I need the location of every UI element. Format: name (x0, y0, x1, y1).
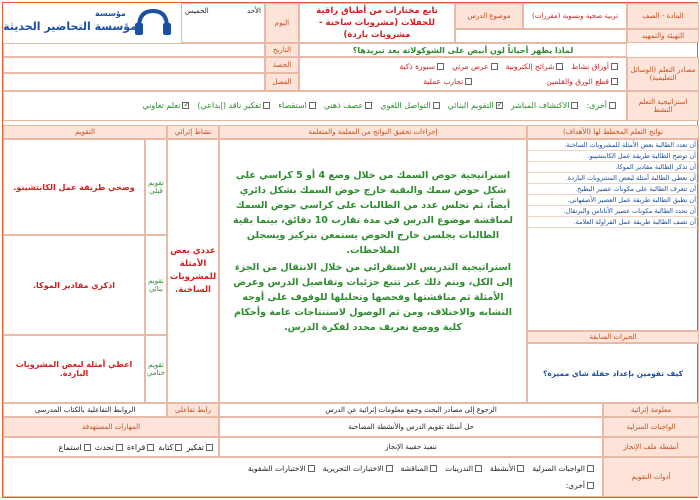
objective-item: أن تتعرف الطالبة على مكونات عصير البطيخ. (528, 184, 698, 195)
period-label: الحصة (265, 57, 299, 73)
checkbox-icon[interactable] (433, 102, 440, 109)
tool-item: الواجبات المنزلية (532, 464, 594, 473)
headset-logo-icon (133, 7, 173, 37)
strategy-item: عصف ذهني (324, 101, 372, 110)
skill-item: قراءة (127, 443, 154, 452)
period-value (3, 57, 265, 73)
procedures-box (219, 139, 527, 403)
checkbox-icon[interactable] (475, 465, 482, 472)
intro-label: التهيئة والتمهيد (627, 29, 699, 43)
enrich-text: الرجوع إلى مصادر البحث وجمع معلومات إثرائية عن الدرس (219, 403, 603, 417)
activity-header: نشاط إثرائي (167, 125, 219, 139)
portfolio-text: تنفيذ حقيبة الإنجاز (219, 437, 603, 457)
tools-label: أدوات التقويم (603, 457, 699, 497)
resource-item: شرائح إلكترونية (506, 62, 564, 71)
strategy-item: التواصل اللغوي (380, 101, 439, 110)
checkbox-icon[interactable] (587, 482, 594, 489)
objectives-header: نواتج التعلم المخطط لها (الأهداف) (527, 125, 699, 139)
strategy-item: تفكير ناقد (إبداعي) (197, 101, 270, 110)
homework-text: حل أسئلة تقويم الدرس والأنشطة المصاحبة (219, 417, 603, 437)
objectives-list (527, 139, 699, 331)
objective-item: أن تصف الطالبة طريقة عمل الفراولة العلامة. (528, 217, 698, 228)
enrich-label: معلومة إثرائية (603, 403, 699, 417)
checkbox-icon[interactable] (587, 465, 594, 472)
links-text: الروابط التفاعلية بالكتاب المدرسي (3, 403, 167, 417)
checkbox-icon[interactable] (175, 444, 182, 451)
links-label: رابط تفاعلي (167, 403, 219, 417)
checkbox-icon[interactable] (84, 444, 91, 451)
day-item: الخميس (185, 7, 209, 15)
tool-item: الأنشطة (490, 464, 524, 473)
resource-item: قطع الورق والقلمين (546, 77, 618, 86)
resource-item: عرض مرئي (452, 62, 498, 71)
objective-item: أن تعدد الطالبة بعض الأمثلة للمشروبات الساخنة. (528, 140, 698, 151)
procedure-fishbowl: استراتيجية حوض السمك من خلال وضع 4 أو 5 كراسي على شكل حوض سمك والبقية خارج حوض السمك بشكل دائري أيضاً، ثم تجلس عدد من الطالبات على كراسي حوض السمك لمناقشة موضوع الدرس في مدة تقارب 10 دقائق، بينما بقية الطالبات يجلسن خارج الحوض يستمعن بتركيز ويسجلن الملاحظات. (233, 170, 513, 256)
objective-item: أن تطبق الطالبة طريقة عمل العصير الأصفهاني. (528, 195, 698, 206)
checkbox-icon[interactable] (365, 102, 372, 109)
prior-question: كيف تقومين بإعداد حفلة شاي مميزة؟ (527, 343, 699, 403)
lesson-plan-sheet (2, 2, 698, 498)
strategy-item: الاكتشاف المباشر (511, 101, 579, 110)
assessment-q3: اعطي أمثلة لبعض المشروبات الباردة. (3, 335, 145, 403)
strategy-item: أخرى: (586, 101, 616, 110)
resource-item: سبورة ذكية (400, 62, 445, 71)
lesson-title: تابع مختارات من أطباق راقية للحفلات (مشروبات ساخنة - مشروبات باردة) (299, 3, 455, 43)
checkbox-icon[interactable] (263, 102, 270, 109)
class-value (3, 73, 265, 91)
skill-item: تفكير (186, 443, 213, 452)
objective-item: أن تذكر الطالبة مقادير الموكا. (528, 162, 698, 173)
checkbox-icon[interactable] (147, 444, 154, 451)
checkbox-icon[interactable] (206, 444, 213, 451)
activity-text: عددي بعض الأمثلة للمشروبات الساخنة. (167, 139, 219, 403)
checkbox-icon[interactable] (437, 63, 444, 70)
checkbox-icon[interactable] (116, 444, 123, 451)
tool-item: المناقشة (401, 464, 438, 473)
tool-item: الاختبارات الشفوية (248, 464, 315, 473)
strategy-item: ✓ التقويم البنائي (448, 101, 503, 110)
checkbox-icon[interactable] (465, 78, 472, 85)
checkbox-icon[interactable] (571, 102, 578, 109)
days-table (181, 3, 265, 43)
logo-top-line: مؤسسة (95, 9, 126, 18)
date-label: التاريخ (265, 43, 299, 57)
tool-item: أخرى: (566, 481, 594, 490)
assessment-q3-label: تقويم ختامي (145, 335, 167, 403)
intro-spacer (455, 29, 627, 43)
skills-label: المهارات المستهدفة (3, 417, 219, 437)
strategies-label: استراتيجية التعلم النشط (627, 91, 699, 121)
strategy-item: ✓ تعلم تعاوني (143, 101, 190, 110)
intro-question: لماذا يظهر أحياناً لون أبيض على الشوكولاتة بعد تبريدها؟ (299, 43, 627, 57)
prior-label: الخبرات السابقة (527, 331, 699, 343)
assessment-q2: اذكري مقادير الموكا. (3, 235, 145, 335)
checkbox-icon[interactable] (611, 78, 618, 85)
skills-box (3, 437, 219, 457)
tools-box (3, 457, 603, 497)
day-item: الأحد (247, 7, 261, 15)
class-label: الفصل (265, 73, 299, 91)
skill-item: استماع (59, 443, 91, 452)
resource-item: أوراق نشاط (571, 62, 618, 71)
checkbox-icon[interactable] (309, 102, 316, 109)
skill-item: كتابة (158, 443, 182, 452)
date-value (3, 43, 265, 57)
assessment-q1-label: تقويم قبلي (145, 139, 167, 235)
logo (3, 3, 181, 43)
objective-item: أن توضح الطالبة طريقة عمل الكابتشينو. (528, 151, 698, 162)
checkbox-icon[interactable] (308, 465, 315, 472)
logo-brand: مؤسسة التحاضير الحديثة (3, 20, 137, 33)
checkbox-checked-icon[interactable] (496, 102, 503, 109)
checkbox-icon[interactable] (491, 63, 498, 70)
tool-item: الاختبارات التحريرية (323, 464, 393, 473)
day-label: اليوم (265, 3, 299, 43)
skill-item: تحدث (95, 443, 123, 452)
checkbox-icon[interactable] (556, 63, 563, 70)
strategies-box (3, 91, 627, 121)
checkbox-icon[interactable] (517, 465, 524, 472)
homework-label: الواجبات المنزلية (603, 417, 699, 437)
objective-item: أن تعطي الطالبة أمثلة لبعض المشروبات الباردة. (528, 173, 698, 184)
lesson-label: موضوع الدرس (455, 3, 523, 29)
checkbox-checked-icon[interactable] (182, 102, 189, 109)
resource-item: تجارب عملية (423, 77, 472, 86)
portfolio-label: أنشطة ملف الإنجاز (603, 437, 699, 457)
checkbox-icon[interactable] (611, 63, 618, 70)
assessment-q1: وضحي طريقة عمل الكابتشينو. (3, 139, 145, 235)
checkbox-icon[interactable] (430, 465, 437, 472)
checkbox-icon[interactable] (609, 102, 616, 109)
resources-box (299, 57, 627, 91)
strategy-item: استقصاء (278, 101, 316, 110)
subject-value: تربية صحية ونسوية (مقررات) (523, 3, 627, 29)
procedures-header: إجراءات تحقيق النواتج من المعلمة والمتعلمة (219, 125, 527, 139)
checkbox-icon[interactable] (386, 465, 393, 472)
assessment-q2-label: تقويم بنائي (145, 235, 167, 335)
tool-item: التدريبات (445, 464, 482, 473)
objective-item: أن تحدد الطالبة مكونات عصير الأناناس والبرتقال. (528, 206, 698, 217)
assessment-header: التقويم (3, 125, 167, 139)
resources-label: مصادر التعلم (الوسائل التعليمية) (627, 57, 699, 91)
subject-label: المادة - الصف (627, 3, 699, 29)
procedure-inductive: استراتيجية التدريس الاستقرائي من خلال الانتقال من الجزء إلى الكل، ويتم ذلك عبر تتبع جزئيات وتفاصيل الدرس وعرض الأمثلة ثم مناقشتها وفحصها وتحليلها للوقوف على أوجه التشابه والاختلاف، ومن ثم الوصول لاستنتاجات عامة وأحكام كلية ووضع تعريف محدد لفكرة الدرس. (233, 262, 513, 333)
